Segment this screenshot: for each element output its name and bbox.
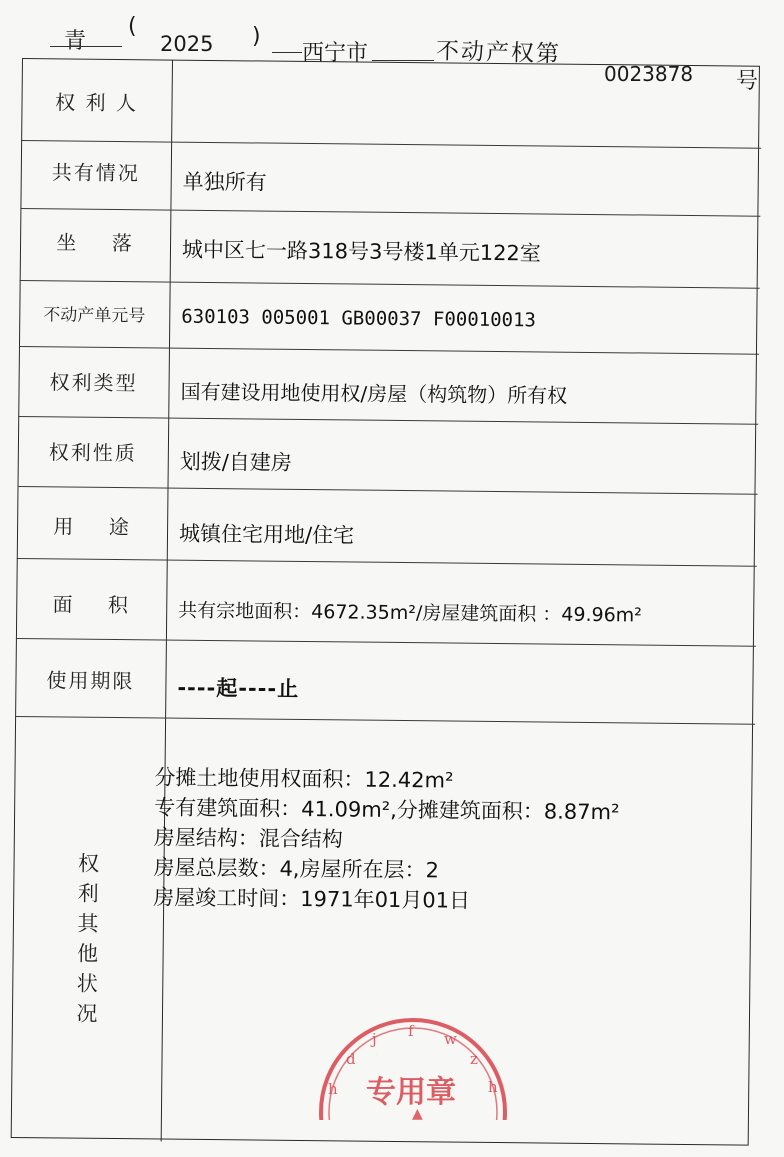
value-term: ----起----止 <box>177 675 300 701</box>
seal-letter: z <box>470 1050 478 1068</box>
province-abbr: 青 <box>64 29 87 54</box>
city-name: 西宁市 <box>302 41 369 66</box>
value-co-ownership: 单独所有 <box>182 169 267 195</box>
label-char: 利 <box>77 881 99 906</box>
label-co-ownership: 共有情况 <box>51 160 140 186</box>
other-status-line: 房屋结构：混合结构 <box>153 825 343 852</box>
seal-letter: j <box>372 1030 377 1048</box>
seal-letter: w <box>444 1030 457 1048</box>
label-term: 使用期限 <box>46 668 135 694</box>
seal-letter: h <box>488 1078 498 1096</box>
value-right-type: 国有建设用地使用权/房屋（构筑物）所有权 <box>180 379 568 408</box>
label-right-nature: 权利性质 <box>48 440 137 466</box>
other-status-content <box>153 762 620 917</box>
label-char: 权 <box>77 851 100 876</box>
other-status-line: 房屋总层数：4,房屋所在层：2 <box>153 855 440 883</box>
official-seal <box>298 990 528 1120</box>
other-status-line: 房屋竣工时间：1971年01月01日 <box>153 885 471 913</box>
seal-mark: ▲ <box>412 1106 423 1120</box>
seal-graphic <box>298 990 528 1120</box>
seal-text: 专用章 <box>366 1075 456 1110</box>
close-paren: ) <box>252 24 261 49</box>
label-area: 面 积 <box>52 592 131 618</box>
value-area: 共有宗地面积：4672.35m²/房屋建筑面积 ：49.96m² <box>178 599 642 627</box>
value-unit-number: 630103 005001 GB00037 F00010013 <box>181 305 537 332</box>
cert-type-label: 不动产权第 <box>435 38 562 68</box>
cert-number: 0023878 <box>604 62 694 86</box>
label-usage: 用 途 <box>53 514 131 540</box>
seal-letter: h <box>328 1080 338 1098</box>
seal-letter: d <box>346 1050 356 1068</box>
label-char: 他 <box>76 941 99 966</box>
province-underline <box>50 46 122 47</box>
value-usage: 城镇住宅用地/住宅 <box>178 521 355 548</box>
label-char: 状 <box>76 971 98 996</box>
value-right-nature: 划拨/自建房 <box>179 449 292 475</box>
label-right-type: 权利类型 <box>49 370 138 396</box>
seal-letter: f <box>408 1022 414 1040</box>
cert-year: 2025 <box>160 32 214 56</box>
value-location: 城中区七一路318号3号楼1单元122室 <box>181 237 541 266</box>
label-unit-number: 不动产单元号 <box>43 305 146 327</box>
number-suffix: 号 <box>736 69 759 94</box>
other-status-line: 分摊土地使用权面积：12.42m² <box>154 765 454 793</box>
other-status-line: 专有建筑面积：41.09m²,分摊建筑面积：8.87m² <box>154 795 620 825</box>
label-char: 其 <box>77 911 99 936</box>
certificate-table <box>11 58 762 1148</box>
label-char: 况 <box>76 1001 98 1026</box>
label-location: 坐 落 <box>56 230 134 256</box>
label-other-status <box>12 848 164 1030</box>
open-paren: ( <box>128 14 137 39</box>
label-right-holder: 权 利 人 <box>55 90 139 116</box>
city-underline-left <box>272 52 302 53</box>
